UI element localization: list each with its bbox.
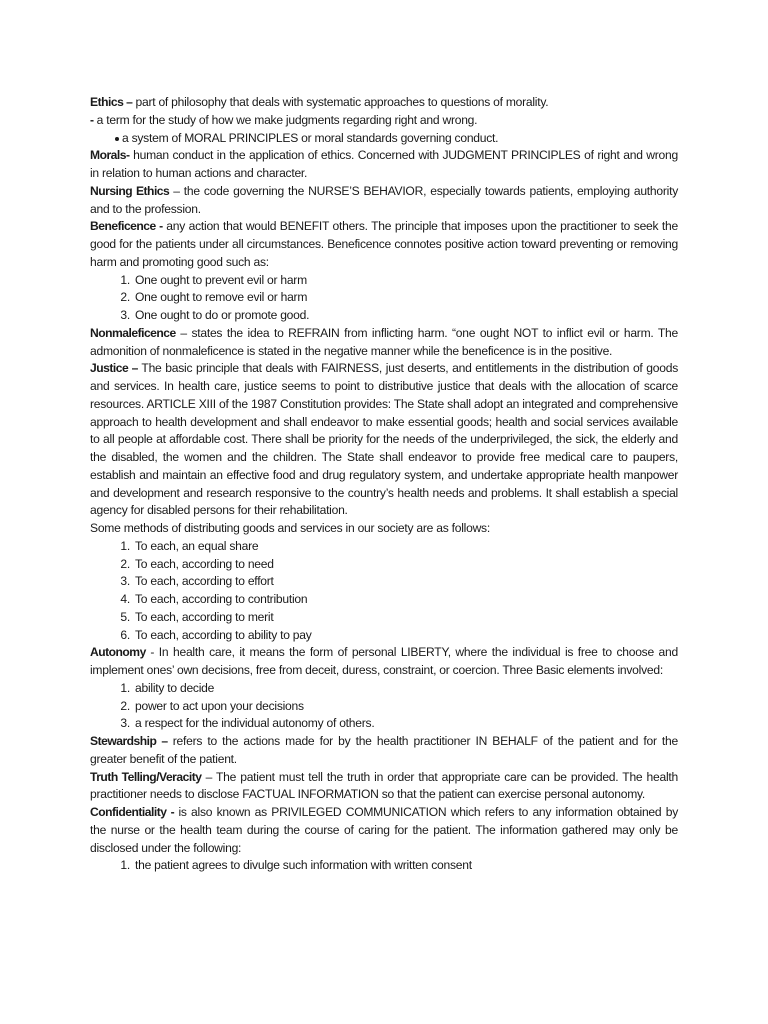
term-ethics: Ethics – <box>90 95 133 109</box>
list-number: 2. <box>120 290 130 305</box>
veracity-definition <box>90 769 678 805</box>
confidentiality-list <box>90 857 678 875</box>
list-item <box>90 556 678 574</box>
list-item <box>90 698 678 716</box>
list-text: To each, according to merit <box>135 609 274 624</box>
list-text: One ought to prevent evil or harm <box>135 272 307 287</box>
list-number: 3. <box>120 716 130 731</box>
list-number: 1. <box>120 272 130 287</box>
list-item <box>90 272 678 290</box>
term-beneficence: Beneficence - <box>90 219 163 234</box>
list-text: the patient agrees to divulge such information with written consent <box>135 858 472 873</box>
definition-text: part of philosophy that deals with systematic approaches to questions of morality. <box>132 95 549 109</box>
definition-text: – states the idea to REFRAIN from inflicting harm. “one ought NOT to inflict evil or harm. The admonition of nonmaleficence is stated in the negative manner while the beneficence is in the positive. <box>90 325 678 358</box>
definition-text: is also known as PRIVILEGED COMMUNICATION which refers to any information obtained by the nurse or the health team during the course of caring for the patient. The information gathered may only be disclosed under the following: <box>90 805 679 855</box>
term-autonomy: Autonomy <box>90 645 146 660</box>
list-text: To each, an equal share <box>135 538 259 553</box>
list-item <box>90 307 678 325</box>
list-number: 1. <box>120 858 130 873</box>
list-item <box>90 715 678 733</box>
term-nonmaleficence: Nonmaleficence <box>90 325 176 340</box>
definition-text: – The patient must tell the truth in order that appropriate care can be provided. The health practitioner needs to disclose FACTUAL INFORMATION so that the patient can exercise personal autonomy. <box>90 769 678 802</box>
ethics-bullet-list <box>90 130 678 148</box>
list-text: To each, according to need <box>135 556 274 571</box>
list-text: One ought to remove evil or harm <box>135 290 308 305</box>
note-text: a term for the study of how we make judgments regarding right and wrong. <box>93 112 478 127</box>
note-dash: - <box>90 112 94 127</box>
term-stewardship: Stewardship – <box>90 734 168 748</box>
list-item <box>90 289 678 307</box>
term-veracity: Truth Telling/Veracity <box>90 769 202 784</box>
autonomy-definition <box>90 644 678 680</box>
list-item <box>90 573 678 591</box>
stewardship-definition <box>90 733 678 769</box>
list-number: 1. <box>120 680 130 695</box>
list-number: 5. <box>120 609 130 624</box>
list-number: 2. <box>120 556 130 571</box>
list-item <box>90 538 678 556</box>
term-nursing-ethics: Nursing Ethics <box>90 183 170 198</box>
justice-definition <box>90 360 678 520</box>
list-number: 4. <box>120 592 130 606</box>
list-text: a respect for the individual autonomy of others. <box>135 716 375 731</box>
list-number: 6. <box>120 627 130 642</box>
list-number: 3. <box>120 308 130 322</box>
autonomy-list <box>90 680 678 733</box>
ethics-definition <box>90 94 678 112</box>
definition-text: refers to the actions made for by the health practitioner IN BEHALF of the patient and for the greater benefit of the patient. <box>90 734 678 766</box>
list-number: 3. <box>120 574 130 589</box>
list-number: 1. <box>120 538 130 553</box>
list-number: 2. <box>120 698 130 713</box>
definition-text: - In health care, it means the form of personal LIBERTY, where the individual is free to choose and implement ones’ own decisions, free from deceit, duress, constraint, or coercion. Three Basic elements involved: <box>90 645 678 677</box>
definition-text: any action that would BENEFIT others. The principle that imposes upon the practitioner to seek the good for the patients under all circumstances. Beneficence connotes positive action toward preventing or removing harm and promoting good such as: <box>90 219 678 269</box>
ethics-note <box>90 112 678 130</box>
definition-text: – the code governing the NURSE’S BEHAVIOR, especially towards patients, employing authority and to the profession. <box>90 183 678 216</box>
list-item <box>90 680 678 698</box>
justice-methods-intro: Some methods of distributing goods and services in our society are as follows: <box>90 521 490 535</box>
nursing-ethics-definition <box>90 183 678 219</box>
term-justice: Justice – <box>90 361 138 376</box>
list-text: To each, according to effort <box>135 574 274 589</box>
list-text: power to act upon your decisions <box>135 698 304 713</box>
term-morals: Morals- <box>90 148 130 163</box>
nonmaleficence-definition <box>90 325 678 361</box>
definition-text: human conduct in the application of ethics. Concerned with JUDGMENT PRINCIPLES of right and wrong in relation to human actions and character. <box>90 148 678 180</box>
morals-definition <box>90 147 678 183</box>
list-text: ability to decide <box>135 680 215 695</box>
definition-text: The basic principle that deals with FAIRNESS, just deserts, and entitlements in the distribution of goods and services. In health care, justice seems to point to distributive justice that deals with the allocation of scarce resources. ARTICLE XIII of the 1987 Constitution provides: The State shall adopt an integrated and comprehensive approach to health development and shall endeavor to make essential goods; health and social services available to all people at affordable cost. There shall be priority for the needs of the underprivileged, the sick, the elderly and the disabled, the women and the children. The State shall endeavor to provide free medical care to paupers, establish and maintain an effective food and drug regulatory system, and undertake appropriate health manpower and development and research responsive to the country’s health needs and problems. It shall establish a special agency for disabled persons for their rehabilitation. <box>90 361 678 518</box>
beneficence-list <box>90 272 678 325</box>
justice-methods-list <box>90 538 678 645</box>
list-item <box>90 627 678 645</box>
list-item <box>90 857 678 875</box>
list-text: To each, according to ability to pay <box>135 627 312 642</box>
list-item <box>90 591 678 609</box>
list-text: To each, according to contribution <box>135 592 308 606</box>
list-text: One ought to do or promote good. <box>135 308 310 322</box>
confidentiality-definition <box>90 804 678 857</box>
list-item <box>90 609 678 627</box>
beneficence-definition <box>90 218 678 271</box>
term-confidentiality: Confidentiality - <box>90 805 175 819</box>
bullet-item: a system of MORAL PRINCIPLES or moral standards governing conduct. <box>90 130 678 148</box>
